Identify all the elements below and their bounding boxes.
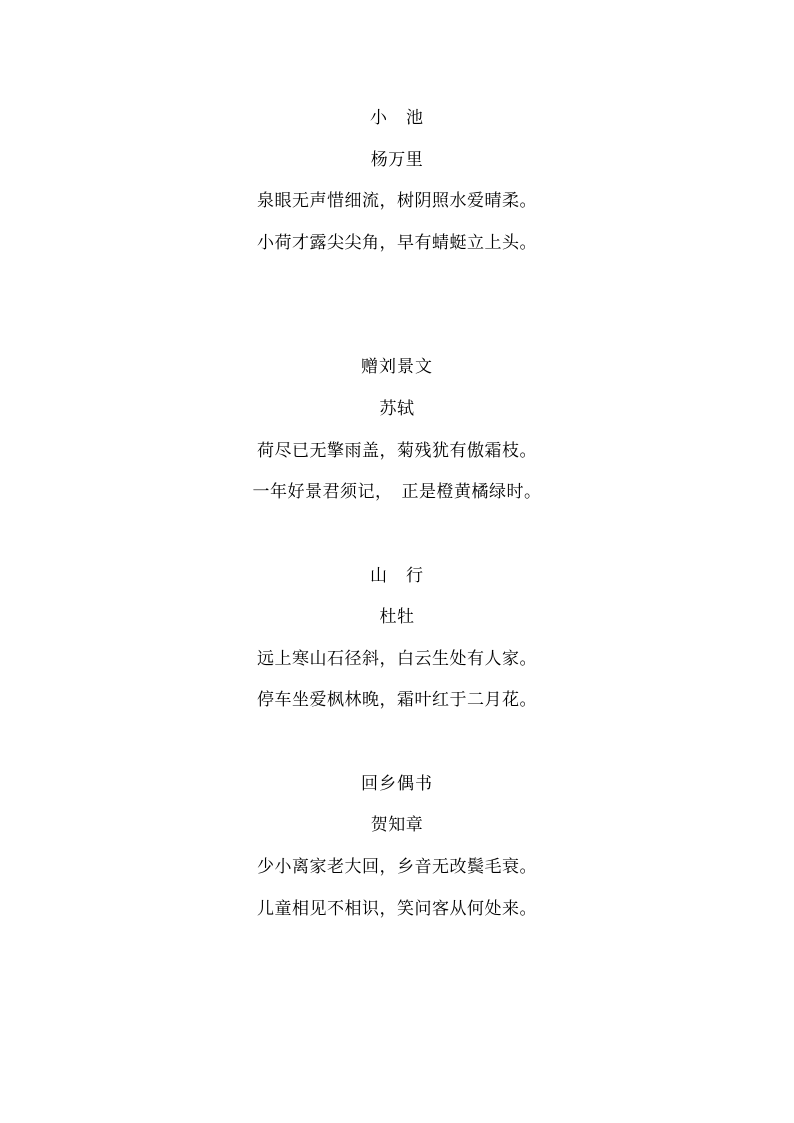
poem-author: 苏轼 bbox=[379, 399, 415, 419]
poem-line: 少小离家老大回，乡音无改鬓毛衰。 bbox=[257, 857, 537, 877]
poem-line: 儿童相见不相识，笑问客从何处来。 bbox=[257, 899, 537, 919]
poem-line: 远上寒山石径斜，白云生处有人家。 bbox=[257, 649, 537, 669]
poem-line: 荷尽已无擎雨盖，菊残犹有傲霜枝。 bbox=[257, 441, 537, 461]
poem-author: 杜牡 bbox=[379, 607, 415, 627]
poem-title: 小 池 bbox=[370, 108, 424, 128]
poem-line: 泉眼无声惜细流，树阴照水爱晴柔。 bbox=[257, 191, 537, 211]
poem-line: 停车坐爱枫林晚，霜叶红于二月花。 bbox=[257, 690, 537, 710]
poem-author: 贺知章 bbox=[370, 815, 424, 835]
poem-title: 回乡偶书 bbox=[361, 774, 433, 794]
poem-line: 一年好景君须记， 正是橙黄橘绿时。 bbox=[252, 482, 542, 502]
poem-title: 山 行 bbox=[370, 566, 424, 586]
poem-title: 赠刘景文 bbox=[361, 357, 433, 377]
poem-author: 杨万里 bbox=[370, 150, 424, 170]
poem-line: 小荷才露尖尖角，早有蜻蜓立上头。 bbox=[257, 233, 537, 253]
